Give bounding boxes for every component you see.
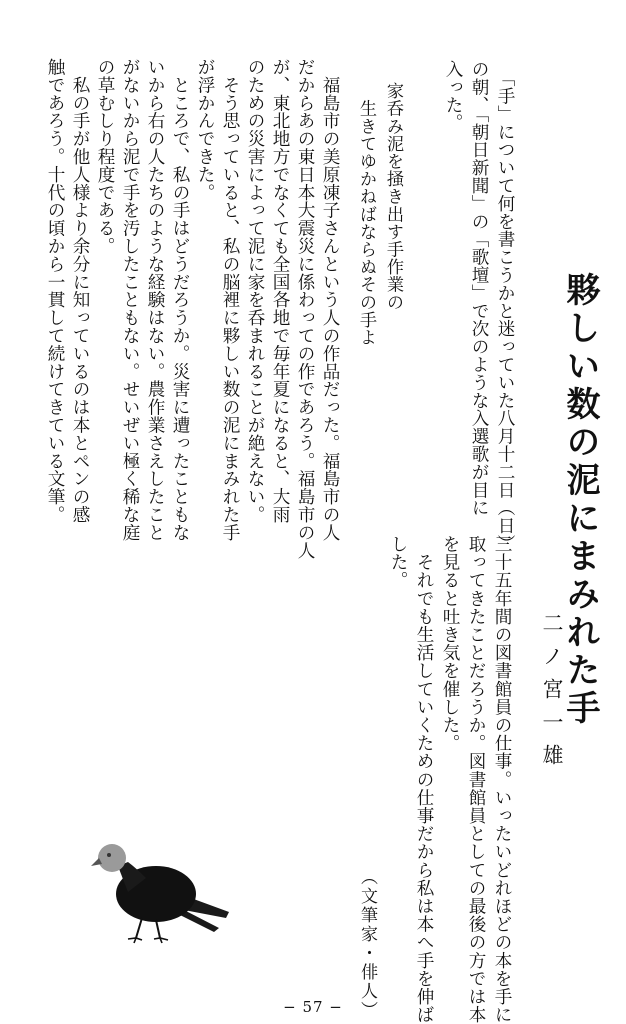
- middle-paragraphs: 福島市の美原凍子さんという人の作品だった。福島市の人 だからあの東日本大震災に係わっての作であろう。福島市の人 が、東北地方でなくても全国各地で毎年夏になると、大雨 のための災害によって泥に家を呑まれることが絶えない。 そう思っていると、私の脳裡に夥しい数の泥にまみれた手 が浮かんできた。 ところで、私の手はどうだろうか。災害に遭ったこともな いから右の人たちのような経験はない。農作業さえしたこと がないから泥で手を汚したこともない。せいぜい極く稀な庭 の草むしり程度である。 私の手が他人様より余分に知っているのは本とペンの感 触であろう。十代の頃から一貫して続けてきている文筆。: [45, 58, 340, 560]
- bird-illustration: [88, 836, 238, 951]
- page-number: − 57 −: [283, 998, 343, 1016]
- author-affiliation: （文筆家・俳人）: [357, 868, 377, 1020]
- closing-paragraph: 三十五年間の図書館員の仕事。いったいどれほどの本を手に 取ってきたことだろうか。図書館員としての最後の方では本 を見ると吐き気を催した。 それでも生活していくための仕事だから私は本へ手を伸ば した。: [388, 535, 512, 1024]
- essay-title: 夥しい数の泥にまみれた手: [560, 272, 600, 728]
- author-name: 二ノ宮一雄: [540, 612, 564, 777]
- quoted-tanka: 家呑み泥を掻き出す手作業の 生きてゆかねばならぬその手よ: [356, 82, 403, 346]
- intro-paragraph: 「手」について何を書こうかと迷っていた八月十二日（日） の朝、「朝日新聞」の「歌壇」で次のような入選歌が目に 入った。: [443, 60, 515, 553]
- bird-head: [98, 844, 126, 872]
